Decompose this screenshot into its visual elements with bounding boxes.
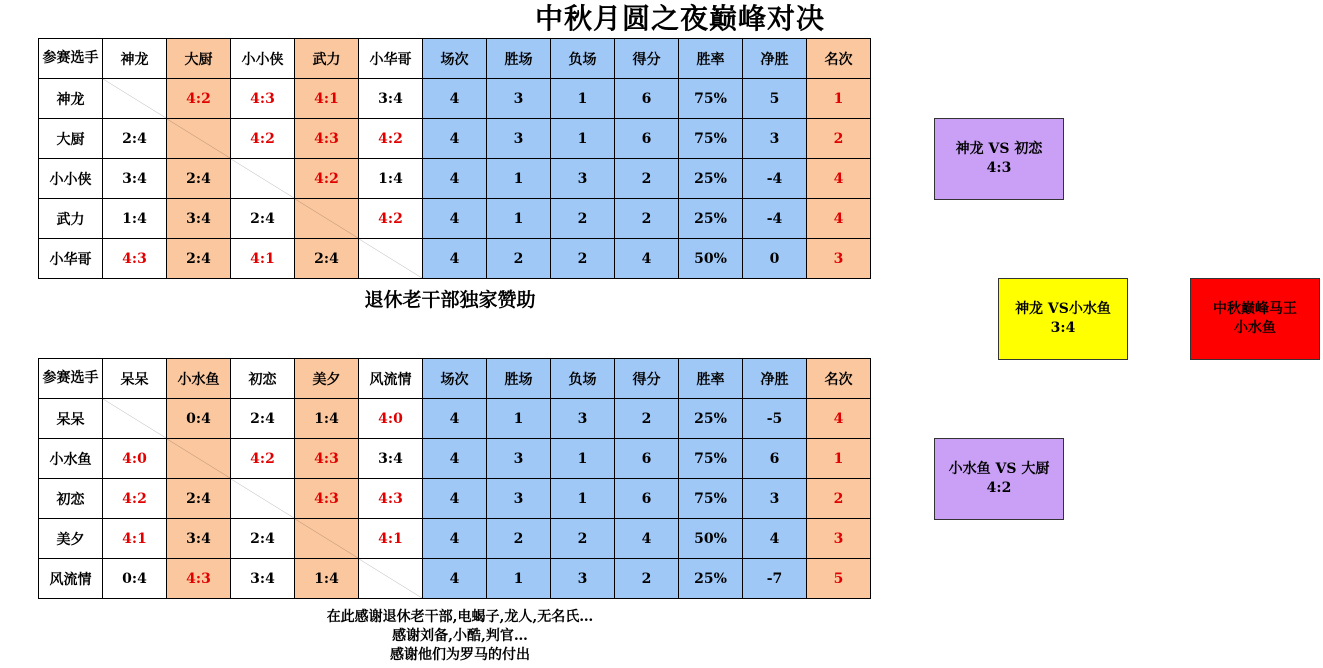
score-cell: 4:2 xyxy=(231,439,295,479)
stat-cell: 3 xyxy=(551,559,615,599)
header-cell: 风流情 xyxy=(359,359,423,399)
stat-cell: 1 xyxy=(551,439,615,479)
stat-cell: 1 xyxy=(487,159,551,199)
score-cell: 3:4 xyxy=(103,159,167,199)
score-cell: 2:4 xyxy=(231,199,295,239)
self-match-cell xyxy=(103,399,167,439)
standings-table-1 xyxy=(38,38,871,279)
stat-cell: 4 xyxy=(423,199,487,239)
score-cell: 4:2 xyxy=(359,199,423,239)
thanks-line-2: 感谢刘备,小酷,判官… xyxy=(392,628,528,644)
score-cell: 4:3 xyxy=(295,479,359,519)
header-cell: 得分 xyxy=(615,39,679,79)
stat-cell: 4 xyxy=(423,399,487,439)
score-cell: 4:3 xyxy=(231,79,295,119)
header-cell: 小水鱼 xyxy=(167,359,231,399)
stat-cell: -5 xyxy=(743,399,807,439)
table-row xyxy=(39,239,871,279)
score-cell: 4:2 xyxy=(167,79,231,119)
score-cell: 4:1 xyxy=(103,519,167,559)
diagonal-line xyxy=(359,559,422,598)
self-match-cell xyxy=(359,239,423,279)
score-cell: 4:1 xyxy=(359,519,423,559)
score-cell: 2:4 xyxy=(103,119,167,159)
stat-cell: 6 xyxy=(615,439,679,479)
player-name-cell: 小华哥 xyxy=(39,239,103,279)
stat-cell: 2 xyxy=(487,519,551,559)
score-cell: 3:4 xyxy=(359,439,423,479)
match-final[interactable] xyxy=(998,278,1128,360)
diagonal-line xyxy=(167,439,230,478)
rank-cell: 2 xyxy=(807,119,871,159)
score-cell: 4:3 xyxy=(295,119,359,159)
header-cell: 美夕 xyxy=(295,359,359,399)
standings-table-2 xyxy=(38,358,871,599)
stat-cell: 4 xyxy=(423,119,487,159)
score-cell: 4:3 xyxy=(359,479,423,519)
header-cell: 参赛选手 xyxy=(39,359,103,399)
score-cell: 4:0 xyxy=(359,399,423,439)
stat-cell: 2 xyxy=(551,199,615,239)
self-match-cell xyxy=(295,519,359,559)
table-row xyxy=(39,519,871,559)
stat-cell: 1 xyxy=(487,399,551,439)
stat-cell: 4 xyxy=(423,559,487,599)
stat-cell: 4 xyxy=(423,239,487,279)
header-row xyxy=(39,39,871,79)
score-cell: 4:2 xyxy=(103,479,167,519)
stat-cell: 5 xyxy=(743,79,807,119)
stat-cell: 75% xyxy=(679,479,743,519)
diagonal-line xyxy=(103,399,166,438)
self-match-cell xyxy=(231,479,295,519)
self-match-cell xyxy=(359,559,423,599)
match-semi2-teams: 小水鱼 VS 大厨 xyxy=(948,461,1050,477)
stat-cell: 3 xyxy=(551,399,615,439)
stat-cell: 2 xyxy=(551,519,615,559)
table-row xyxy=(39,479,871,519)
table-row xyxy=(39,119,871,159)
rank-cell: 2 xyxy=(807,479,871,519)
stat-cell: 25% xyxy=(679,559,743,599)
stat-cell: 3 xyxy=(487,79,551,119)
header-cell: 名次 xyxy=(807,39,871,79)
stat-cell: -7 xyxy=(743,559,807,599)
player-name-cell: 呆呆 xyxy=(39,399,103,439)
header-cell: 呆呆 xyxy=(103,359,167,399)
header-cell: 胜率 xyxy=(679,359,743,399)
stat-cell: 25% xyxy=(679,399,743,439)
score-cell: 4:0 xyxy=(103,439,167,479)
header-cell: 武力 xyxy=(295,39,359,79)
rank-cell: 1 xyxy=(807,79,871,119)
table-row xyxy=(39,79,871,119)
score-cell: 4:2 xyxy=(359,119,423,159)
stat-cell: 3 xyxy=(487,479,551,519)
score-cell: 1:4 xyxy=(359,159,423,199)
stat-cell: 3 xyxy=(551,159,615,199)
stat-cell: 3 xyxy=(487,119,551,159)
rank-cell: 1 xyxy=(807,439,871,479)
score-cell: 2:4 xyxy=(231,519,295,559)
header-row xyxy=(39,359,871,399)
stat-cell: 2 xyxy=(615,559,679,599)
score-cell: 4:2 xyxy=(231,119,295,159)
score-cell: 2:4 xyxy=(167,479,231,519)
self-match-cell xyxy=(231,159,295,199)
stat-cell: 25% xyxy=(679,199,743,239)
stat-cell: 0 xyxy=(743,239,807,279)
player-name-cell: 小水鱼 xyxy=(39,439,103,479)
page-title: 中秋月圆之夜巅峰对决 xyxy=(534,2,825,35)
score-cell: 0:4 xyxy=(167,399,231,439)
table-row xyxy=(39,559,871,599)
stat-cell: 4 xyxy=(615,519,679,559)
rank-cell: 5 xyxy=(807,559,871,599)
stat-cell: 1 xyxy=(551,119,615,159)
header-cell: 小小侠 xyxy=(231,39,295,79)
stat-cell: 25% xyxy=(679,159,743,199)
score-cell: 1:4 xyxy=(295,399,359,439)
score-cell: 3:4 xyxy=(167,199,231,239)
header-cell: 得分 xyxy=(615,359,679,399)
self-match-cell xyxy=(295,199,359,239)
self-match-cell xyxy=(103,79,167,119)
stat-cell: 3 xyxy=(487,439,551,479)
stat-cell: 2 xyxy=(615,399,679,439)
score-cell: 4:1 xyxy=(231,239,295,279)
match-final-teams: 神龙 VS小水鱼 xyxy=(1015,301,1111,317)
stat-cell: 4 xyxy=(743,519,807,559)
stat-cell: 4 xyxy=(423,439,487,479)
table-row xyxy=(39,439,871,479)
match-semi1-teams: 神龙 VS 初恋 xyxy=(955,141,1043,157)
header-cell: 大厨 xyxy=(167,39,231,79)
header-cell: 神龙 xyxy=(103,39,167,79)
stat-cell: 6 xyxy=(615,119,679,159)
match-semi2[interactable] xyxy=(934,438,1064,520)
stat-cell: 4 xyxy=(423,79,487,119)
self-match-cell xyxy=(167,439,231,479)
score-cell: 4:3 xyxy=(167,559,231,599)
score-cell: 4:2 xyxy=(295,159,359,199)
header-cell: 场次 xyxy=(423,39,487,79)
header-cell: 胜场 xyxy=(487,39,551,79)
stat-cell: 75% xyxy=(679,79,743,119)
stat-cell: -4 xyxy=(743,199,807,239)
rank-cell: 4 xyxy=(807,399,871,439)
header-cell: 参赛选手 xyxy=(39,39,103,79)
stat-cell: 6 xyxy=(743,439,807,479)
player-name-cell: 风流情 xyxy=(39,559,103,599)
rank-cell: 3 xyxy=(807,239,871,279)
player-name-cell: 小小侠 xyxy=(39,159,103,199)
match-semi1[interactable] xyxy=(934,118,1064,200)
champion-name: 小水鱼 xyxy=(1234,320,1276,336)
stat-cell: 4 xyxy=(423,159,487,199)
score-cell: 1:4 xyxy=(295,559,359,599)
table-row xyxy=(39,199,871,239)
score-cell: 4:1 xyxy=(295,79,359,119)
stat-cell: 2 xyxy=(615,199,679,239)
table-row xyxy=(39,399,871,439)
header-cell: 净胜 xyxy=(743,359,807,399)
header-cell: 初恋 xyxy=(231,359,295,399)
score-cell: 1:4 xyxy=(103,199,167,239)
stat-cell: 3 xyxy=(743,119,807,159)
player-name-cell: 初恋 xyxy=(39,479,103,519)
stat-cell: 4 xyxy=(615,239,679,279)
stat-cell: 1 xyxy=(487,199,551,239)
stat-cell: 75% xyxy=(679,119,743,159)
header-cell: 胜率 xyxy=(679,39,743,79)
match-semi2-score: 4:2 xyxy=(986,480,1012,496)
diagonal-line xyxy=(167,119,230,158)
header-cell: 净胜 xyxy=(743,39,807,79)
stat-cell: 4 xyxy=(423,479,487,519)
score-cell: 4:3 xyxy=(103,239,167,279)
score-cell: 3:4 xyxy=(359,79,423,119)
score-cell: 3:4 xyxy=(167,519,231,559)
match-final-score: 3:4 xyxy=(1050,320,1076,336)
thanks-line-3: 感谢他们为罗马的付出 xyxy=(390,647,530,663)
diagonal-line xyxy=(231,159,294,198)
stat-cell: 1 xyxy=(551,79,615,119)
score-cell: 2:4 xyxy=(231,399,295,439)
match-semi1-score: 4:3 xyxy=(986,160,1012,176)
rank-cell: 4 xyxy=(807,199,871,239)
score-cell: 3:4 xyxy=(231,559,295,599)
stat-cell: -4 xyxy=(743,159,807,199)
score-cell: 4:3 xyxy=(295,439,359,479)
score-cell: 0:4 xyxy=(103,559,167,599)
player-name-cell: 美夕 xyxy=(39,519,103,559)
table-row xyxy=(39,159,871,199)
header-cell: 场次 xyxy=(423,359,487,399)
stat-cell: 75% xyxy=(679,439,743,479)
stat-cell: 1 xyxy=(487,559,551,599)
rank-cell: 3 xyxy=(807,519,871,559)
player-name-cell: 大厨 xyxy=(39,119,103,159)
sponsor-text: 退休老干部独家赞助 xyxy=(364,289,536,311)
rank-cell: 4 xyxy=(807,159,871,199)
header-cell: 名次 xyxy=(807,359,871,399)
stat-cell: 50% xyxy=(679,519,743,559)
stat-cell: 2 xyxy=(487,239,551,279)
player-name-cell: 神龙 xyxy=(39,79,103,119)
self-match-cell xyxy=(167,119,231,159)
diagonal-line xyxy=(295,519,358,558)
score-cell: 2:4 xyxy=(295,239,359,279)
champion-box[interactable] xyxy=(1190,278,1320,360)
stat-cell: 2 xyxy=(615,159,679,199)
stat-cell: 4 xyxy=(423,519,487,559)
diagonal-line xyxy=(103,79,166,118)
stat-cell: 2 xyxy=(551,239,615,279)
stat-cell: 3 xyxy=(743,479,807,519)
stat-cell: 1 xyxy=(551,479,615,519)
stat-cell: 50% xyxy=(679,239,743,279)
score-cell: 2:4 xyxy=(167,239,231,279)
stat-cell: 6 xyxy=(615,79,679,119)
thanks-block xyxy=(260,608,660,665)
thanks-line-1: 在此感谢退休老干部,电蝎子,龙人,无名氏… xyxy=(326,609,594,625)
stat-cell: 6 xyxy=(615,479,679,519)
champion-title: 中秋巅峰马王 xyxy=(1213,301,1297,317)
header-cell: 负场 xyxy=(551,359,615,399)
header-cell: 负场 xyxy=(551,39,615,79)
score-cell: 2:4 xyxy=(167,159,231,199)
player-name-cell: 武力 xyxy=(39,199,103,239)
diagonal-line xyxy=(359,239,422,278)
diagonal-line xyxy=(231,479,294,518)
diagonal-line xyxy=(295,199,358,238)
header-cell: 胜场 xyxy=(487,359,551,399)
header-cell: 小华哥 xyxy=(359,39,423,79)
